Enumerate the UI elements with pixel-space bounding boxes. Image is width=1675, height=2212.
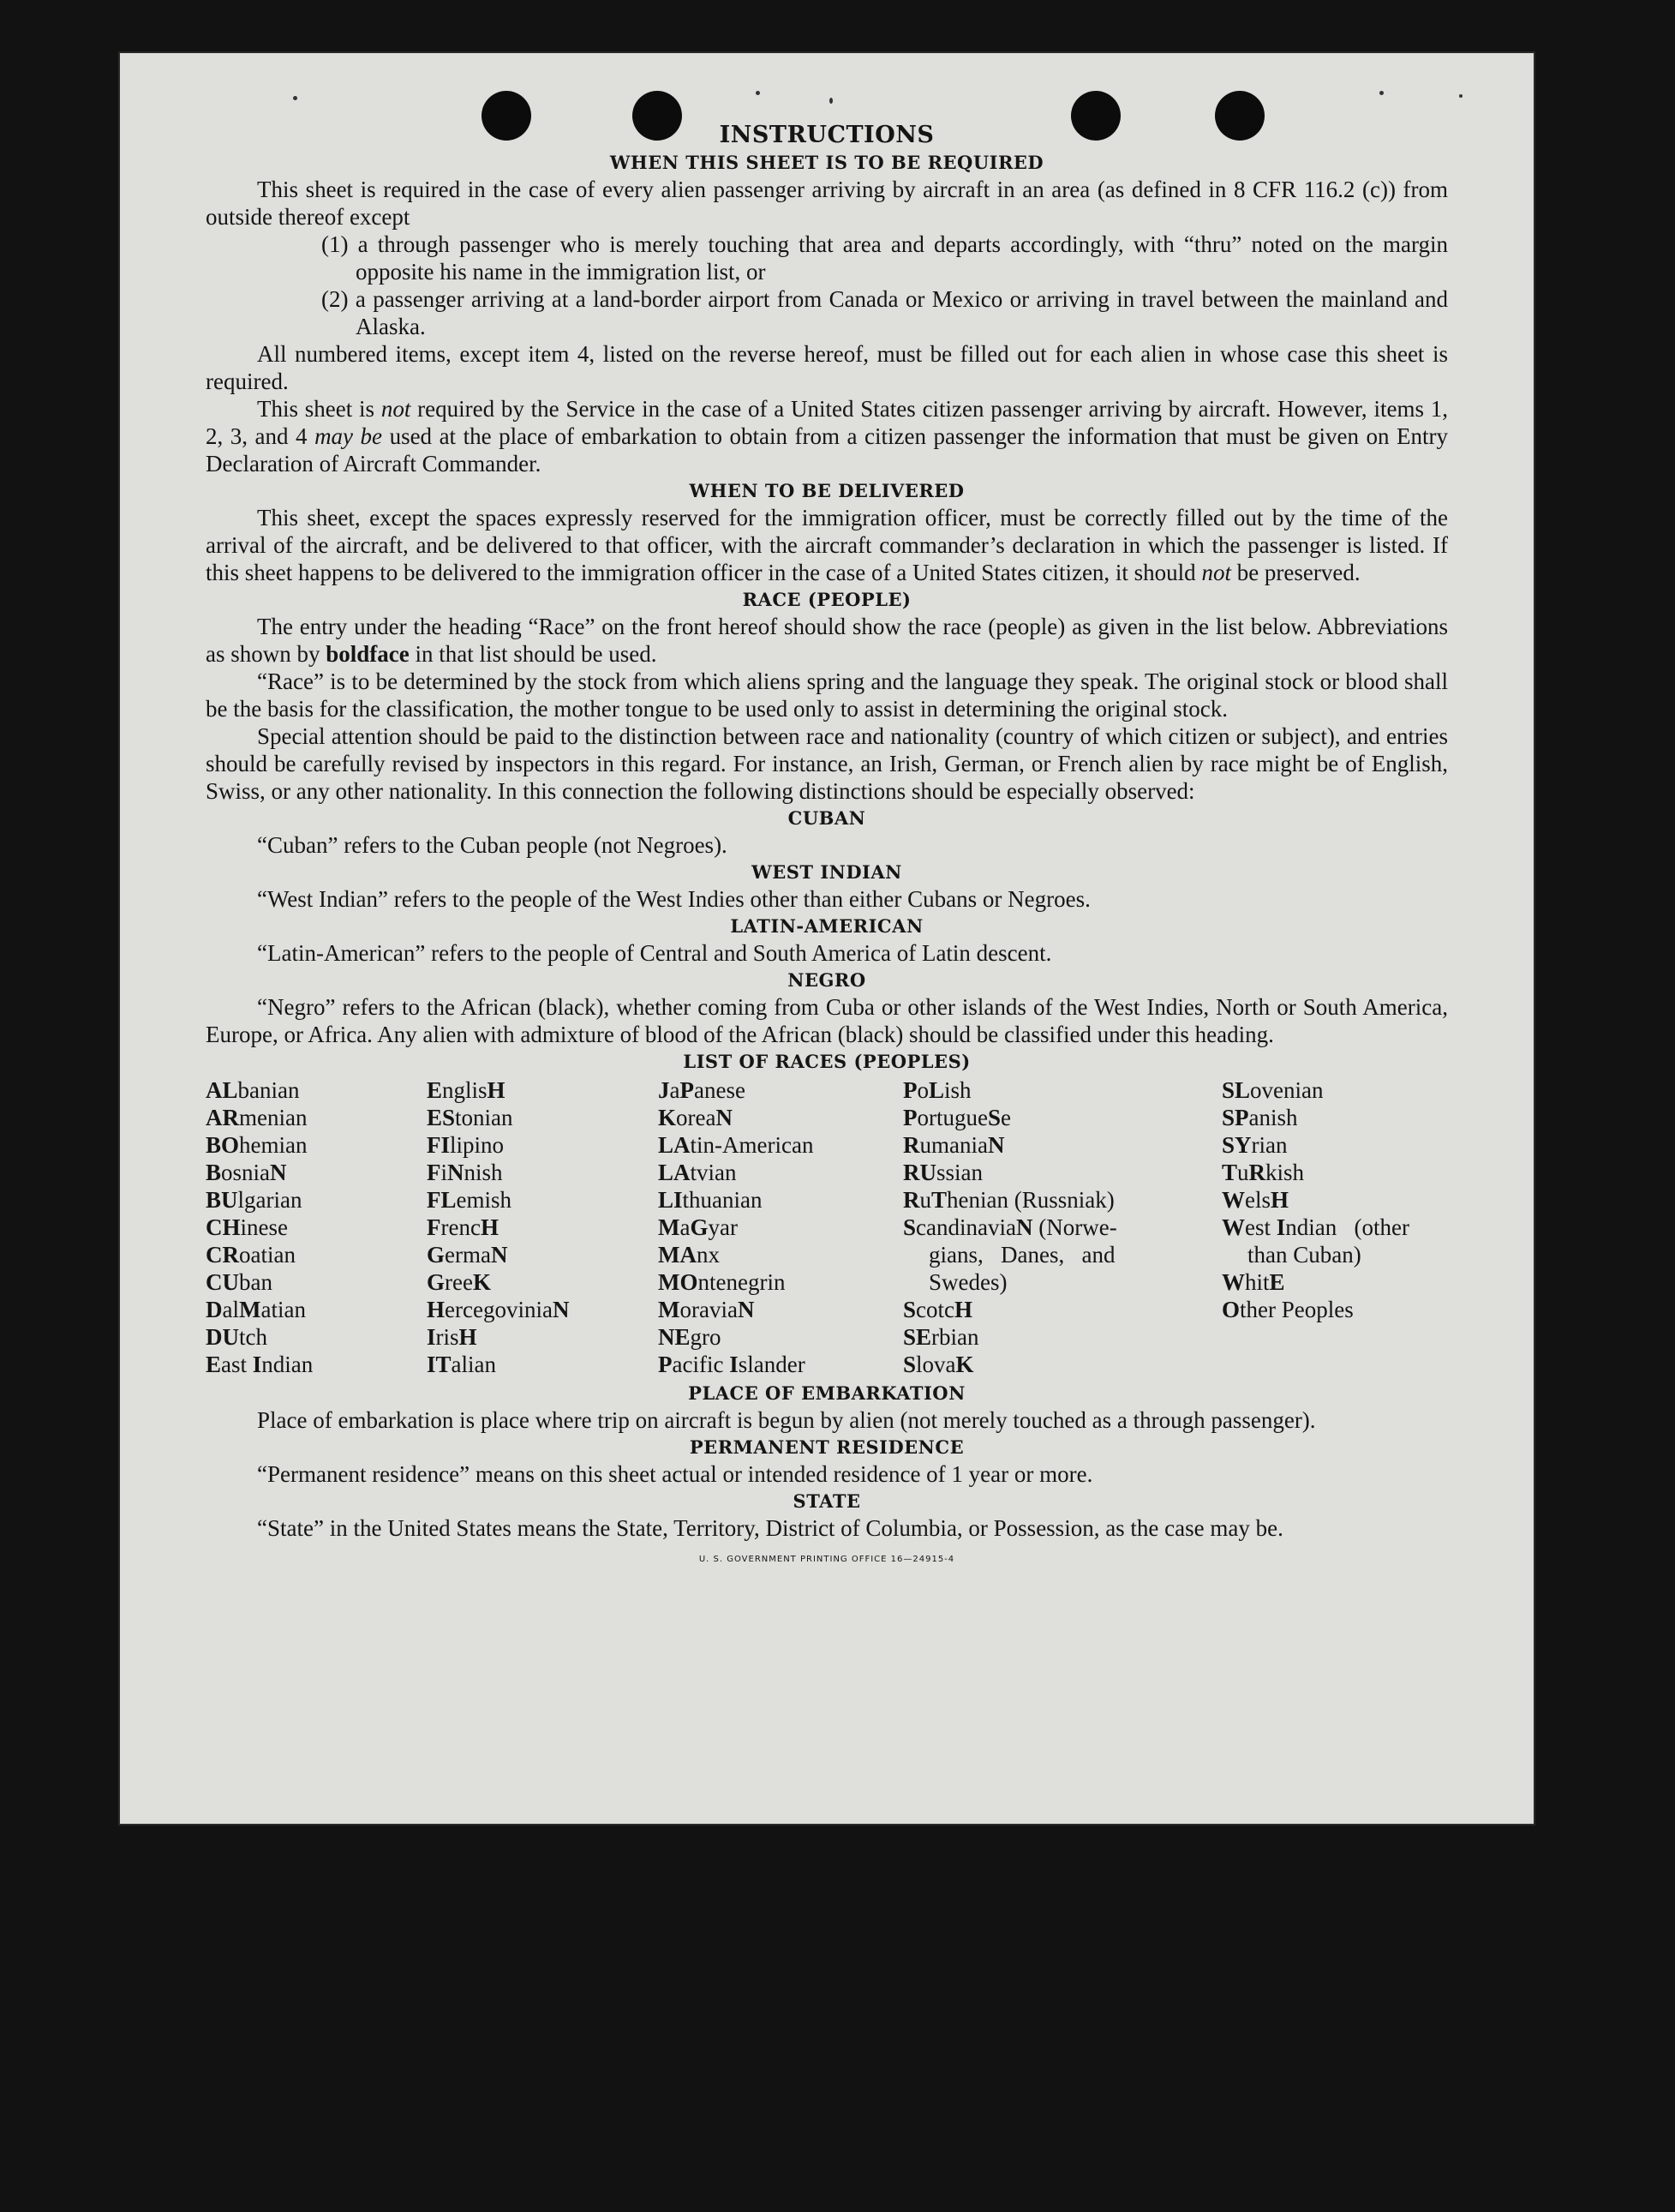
instructions-content bbox=[206, 122, 1448, 1566]
race-entry bbox=[1222, 1214, 1448, 1241]
race-text: ercegovinia bbox=[445, 1297, 553, 1322]
race-entry bbox=[658, 1159, 903, 1186]
paragraph: “Permanent residence” means on this sheet actual or intended residence of 1 year or more. bbox=[257, 1461, 1093, 1487]
text-run: The entry under the heading “Race” on the front hereof should show the race (people) as given in the list below. Abbreviations as shown by bbox=[206, 614, 1448, 667]
race-entry bbox=[658, 1104, 903, 1131]
race-entry bbox=[427, 1131, 658, 1159]
race-entry bbox=[658, 1214, 903, 1241]
race-abbreviation: H bbox=[480, 1214, 499, 1240]
section-title: WHEN THIS SHEET IS TO BE REQUIRED bbox=[609, 152, 1044, 173]
race-abbreviation: D bbox=[206, 1297, 223, 1322]
race-abbreviation: I bbox=[1276, 1214, 1286, 1240]
race-abbreviation: P bbox=[903, 1105, 918, 1130]
race-abbreviation: S bbox=[903, 1214, 917, 1240]
race-text: inese bbox=[240, 1214, 288, 1240]
race-abbreviation: N bbox=[447, 1160, 464, 1185]
race-entry bbox=[1222, 1076, 1448, 1104]
race-text: lipino bbox=[450, 1132, 505, 1158]
race-text: orea bbox=[676, 1105, 716, 1130]
race-text: anese bbox=[693, 1077, 745, 1103]
race-entry bbox=[1222, 1268, 1448, 1296]
race-text: thuanian bbox=[682, 1187, 763, 1213]
list-item: (2) a passenger arriving at a land-border airport from Canada or Mexico or arriving in travel between the mainland and Alaska. bbox=[321, 286, 1448, 339]
race-text: tonian bbox=[455, 1105, 513, 1130]
race-text: tch bbox=[239, 1324, 267, 1350]
race-abbreviation: R bbox=[1248, 1160, 1266, 1185]
race-abbreviation: P bbox=[679, 1077, 694, 1103]
race-text: ris bbox=[435, 1324, 459, 1350]
race-text: ortugue bbox=[917, 1105, 988, 1130]
race-abbreviation: F bbox=[427, 1160, 441, 1185]
race-abbreviation: B bbox=[206, 1160, 222, 1185]
race-abbreviation: K bbox=[472, 1269, 491, 1295]
race-text: osnia bbox=[221, 1160, 271, 1185]
race-abbreviation: S bbox=[903, 1352, 917, 1377]
section-title: PLACE OF EMBARKATION bbox=[688, 1382, 966, 1404]
race-entry bbox=[658, 1186, 903, 1214]
race-text: nx bbox=[696, 1242, 720, 1268]
race-text: ntenegrin bbox=[697, 1269, 786, 1295]
paragraph: Special attention should be paid to the distinction between race and nationality (country of which citizen or subject), and entries should be carefully revised by inspectors in this regard. For instance, an Irish, German, or French alien by race might be of English, Swiss, or any other nationality. In this connection the following distinctions should be especially observed: bbox=[206, 723, 1448, 804]
race-abbreviation: G bbox=[427, 1269, 446, 1295]
race-text: henian (Russniak) bbox=[947, 1187, 1115, 1213]
race-abbreviation: W bbox=[1222, 1214, 1245, 1240]
paragraph: “Negro” refers to the African (black), whether coming from Cuba or other islands of the West Indies, North or South America, Europe, or Africa. Any alien with admixture of blood of the African (black) should be classified under this heading. bbox=[206, 994, 1448, 1047]
paragraph: “State” in the United States means the State, Territory, District of Columbia, or Possession, as the case may be. bbox=[257, 1515, 1283, 1541]
race-text: yar bbox=[708, 1214, 738, 1240]
race-text: alian bbox=[451, 1352, 497, 1377]
text-run: in that list should be used. bbox=[409, 641, 657, 667]
section-title: PERMANENT RESIDENCE bbox=[689, 1436, 965, 1458]
page-title: INSTRUCTIONS bbox=[719, 122, 935, 148]
race-entry bbox=[658, 1268, 903, 1296]
race-entry bbox=[427, 1076, 658, 1104]
race-text: candinavia bbox=[916, 1214, 1016, 1240]
document-page bbox=[120, 53, 1534, 1824]
race-text: atian bbox=[260, 1297, 306, 1322]
race-abbreviation: FL bbox=[427, 1187, 457, 1213]
race-abbreviation: BU bbox=[206, 1187, 238, 1213]
race-abbreviation: K bbox=[658, 1105, 677, 1130]
race-abbreviation: MA bbox=[658, 1242, 697, 1268]
race-entry bbox=[903, 1268, 1222, 1296]
race-entry bbox=[903, 1104, 1222, 1131]
race-abbreviation: E bbox=[206, 1352, 222, 1377]
race-abbreviation: ES bbox=[427, 1105, 456, 1130]
race-entry bbox=[206, 1296, 427, 1323]
race-entry bbox=[903, 1186, 1222, 1214]
race-entry bbox=[658, 1351, 903, 1378]
race-abbreviation: NE bbox=[658, 1324, 691, 1350]
paragraph: Place of embarkation is place where trip on aircraft is begun by alien (not merely touched as a through passenger). bbox=[257, 1407, 1316, 1433]
race-entry bbox=[1222, 1104, 1448, 1131]
race-abbreviation: RU bbox=[903, 1160, 936, 1185]
race-entry bbox=[658, 1296, 903, 1323]
speck bbox=[1379, 91, 1384, 95]
race-abbreviation: K bbox=[955, 1352, 974, 1377]
race-abbreviation: IT bbox=[427, 1352, 452, 1377]
race-entry bbox=[1222, 1241, 1448, 1268]
race-entry bbox=[206, 1214, 427, 1241]
paragraph: This sheet is required in the case of every alien passenger arriving by aircraft in an area (as defined in 8 CFR 116.2 (c)) from outside thereof except bbox=[206, 177, 1448, 230]
race-abbreviation: P bbox=[658, 1352, 673, 1377]
race-abbreviation: E bbox=[427, 1077, 443, 1103]
text-run: used at the place of embarkation to obtain from a citizen passenger the information that must be given on Entry Declaration of Aircraft Commander. bbox=[206, 423, 1449, 477]
race-abbreviation: H bbox=[1271, 1187, 1289, 1213]
race-entry bbox=[1222, 1186, 1448, 1214]
race-abbreviation: G bbox=[690, 1214, 709, 1240]
race-text: u bbox=[1237, 1160, 1249, 1185]
race-text: els bbox=[1245, 1187, 1271, 1213]
race-text: est bbox=[1245, 1214, 1277, 1240]
race-text: e bbox=[1001, 1105, 1011, 1130]
race-abbreviation: N bbox=[1015, 1214, 1033, 1240]
race-text: rian bbox=[1251, 1132, 1288, 1158]
section-title: CUBAN bbox=[787, 807, 866, 829]
race-text: ban bbox=[239, 1269, 272, 1295]
race-abbreviation: H bbox=[458, 1324, 477, 1350]
race-abbreviation: AL bbox=[206, 1077, 238, 1103]
race-abbreviation: T bbox=[1222, 1160, 1238, 1185]
race-entry bbox=[427, 1104, 658, 1131]
race-text: ssian bbox=[936, 1160, 983, 1185]
race-abbreviation: I bbox=[729, 1352, 739, 1377]
race-column bbox=[206, 1076, 427, 1378]
race-text: tvian bbox=[690, 1160, 737, 1185]
race-entry bbox=[206, 1323, 427, 1351]
race-entry bbox=[206, 1159, 427, 1186]
race-text: gro bbox=[690, 1324, 721, 1350]
race-column bbox=[427, 1076, 658, 1378]
italic-text: may be bbox=[314, 423, 383, 449]
race-abbreviation: DU bbox=[206, 1324, 239, 1350]
race-abbreviation: SY bbox=[1222, 1132, 1252, 1158]
race-abbreviation: CR bbox=[206, 1242, 239, 1268]
race-text: ovenian bbox=[1250, 1077, 1324, 1103]
race-entry bbox=[427, 1214, 658, 1241]
race-abbreviation: T bbox=[931, 1187, 948, 1213]
race-text: renc bbox=[440, 1214, 481, 1240]
race-abbreviation: SP bbox=[1222, 1105, 1249, 1130]
race-abbreviation: F bbox=[427, 1214, 441, 1240]
race-text: ast bbox=[221, 1352, 253, 1377]
race-abbreviation: R bbox=[903, 1187, 920, 1213]
race-entry bbox=[903, 1131, 1222, 1159]
race-column bbox=[658, 1076, 903, 1378]
italic-text: not bbox=[1201, 560, 1231, 585]
paragraph: “Latin-American” refers to the people of Central and South America of Latin descent. bbox=[257, 940, 1052, 966]
race-abbreviation: CU bbox=[206, 1269, 239, 1295]
race-abbreviation: FI bbox=[427, 1132, 450, 1158]
race-abbreviation: SL bbox=[1222, 1077, 1251, 1103]
race-abbreviation: M bbox=[239, 1297, 261, 1322]
race-text: ndian bbox=[261, 1352, 314, 1377]
race-text: than Cuban) bbox=[1247, 1242, 1361, 1268]
race-entry bbox=[658, 1241, 903, 1268]
paragraph bbox=[206, 504, 1448, 586]
race-text: (Norwe- bbox=[1032, 1214, 1117, 1240]
race-text: a bbox=[679, 1214, 691, 1240]
race-text: rbian bbox=[931, 1324, 979, 1350]
race-entry bbox=[1222, 1159, 1448, 1186]
race-entry bbox=[1222, 1131, 1448, 1159]
race-text: anish bbox=[1248, 1105, 1298, 1130]
race-abbreviation: N bbox=[987, 1132, 1005, 1158]
race-abbreviation: P bbox=[903, 1077, 918, 1103]
race-abbreviation: AR bbox=[206, 1105, 239, 1130]
race-entry bbox=[206, 1268, 427, 1296]
paragraph bbox=[206, 613, 1448, 668]
race-text: oravia bbox=[679, 1297, 738, 1322]
paragraph: “Cuban” refers to the Cuban people (not Negroes). bbox=[257, 832, 727, 858]
paragraph: “Race” is to be determined by the stock from which aliens spring and the language they speak. The original stock or blood shall be the basis for the classification, the mother tongue to be used only to assist in determining the original stock. bbox=[206, 668, 1448, 722]
race-entry bbox=[206, 1241, 427, 1268]
race-abbreviation: H bbox=[954, 1297, 973, 1322]
section-title: NEGRO bbox=[787, 969, 866, 991]
race-text: cotc bbox=[916, 1297, 955, 1322]
race-abbreviation: H bbox=[427, 1297, 446, 1322]
text-run: This sheet, except the spaces expressly reserved for the immigration officer, must be correctly filled out by the time of the arrival of the aircraft, and be delivered to that officer, with the aircraft commander’s declaration in which the passenger is listed. If this sheet happens to be delivered to the immigration officer in the case of a United States citizen, it should bbox=[206, 505, 1448, 585]
race-abbreviation: LA bbox=[658, 1132, 691, 1158]
race-text: tin-American bbox=[690, 1132, 814, 1158]
race-abbreviation: MO bbox=[658, 1269, 698, 1295]
race-abbreviation: S bbox=[903, 1297, 917, 1322]
race-entry bbox=[1222, 1296, 1448, 1323]
race-entry bbox=[427, 1268, 658, 1296]
race-text: hemian bbox=[239, 1132, 308, 1158]
race-abbreviation: I bbox=[252, 1352, 262, 1377]
race-abbreviation: N bbox=[270, 1160, 287, 1185]
race-entry bbox=[903, 1351, 1222, 1378]
race-entry bbox=[427, 1241, 658, 1268]
race-abbreviation: W bbox=[1222, 1187, 1245, 1213]
race-entry bbox=[658, 1131, 903, 1159]
race-abbreviation: N bbox=[552, 1297, 570, 1322]
race-text: umania bbox=[919, 1132, 988, 1158]
race-entry bbox=[903, 1296, 1222, 1323]
paragraph: All numbered items, except item 4, listed on the reverse hereof, must be filled out for each alien in whose case this sheet is required. bbox=[206, 341, 1448, 394]
race-abbreviation: N bbox=[490, 1242, 508, 1268]
section-title: WHEN TO BE DELIVERED bbox=[689, 480, 965, 501]
text-run: required by the Service in the case of a United States citizen passenger arriving by aircraft. However, items 1, 2, 3, and 4 bbox=[206, 396, 1448, 449]
race-abbreviation: M bbox=[658, 1297, 680, 1322]
race-text: banian bbox=[237, 1077, 300, 1103]
race-column bbox=[903, 1076, 1222, 1378]
race-abbreviation: S bbox=[987, 1105, 1002, 1130]
race-entry bbox=[427, 1186, 658, 1214]
race-text: ish bbox=[944, 1077, 972, 1103]
race-text: lova bbox=[916, 1352, 956, 1377]
race-abbreviation: O bbox=[1222, 1297, 1241, 1322]
section-title: LATIN-AMERICAN bbox=[730, 915, 924, 937]
race-abbreviation: M bbox=[658, 1214, 680, 1240]
race-entry bbox=[427, 1296, 658, 1323]
speck bbox=[293, 96, 297, 100]
race-text: al bbox=[222, 1297, 239, 1322]
race-text: emish bbox=[456, 1187, 512, 1213]
race-text: i bbox=[440, 1160, 448, 1185]
section-title: WEST INDIAN bbox=[751, 861, 902, 883]
race-abbreviation: SE bbox=[903, 1324, 932, 1350]
speck bbox=[1459, 94, 1463, 98]
race-entry bbox=[206, 1076, 427, 1104]
race-text: lgarian bbox=[237, 1187, 302, 1213]
race-text: ndian (other bbox=[1285, 1214, 1409, 1240]
section-title: STATE bbox=[793, 1490, 861, 1512]
race-text: slander bbox=[738, 1352, 805, 1377]
race-abbreviation: I bbox=[427, 1324, 436, 1350]
race-entry bbox=[206, 1351, 427, 1378]
race-text: hit bbox=[1245, 1269, 1270, 1295]
race-text: kish bbox=[1265, 1160, 1305, 1185]
race-entry bbox=[427, 1323, 658, 1351]
race-entry bbox=[903, 1241, 1222, 1268]
race-text: u bbox=[919, 1187, 931, 1213]
race-entry bbox=[427, 1351, 658, 1378]
race-entry bbox=[658, 1323, 903, 1351]
race-abbreviation: H bbox=[487, 1077, 505, 1103]
race-text: acific bbox=[672, 1352, 730, 1377]
race-entry bbox=[206, 1186, 427, 1214]
race-text: nish bbox=[464, 1160, 503, 1185]
race-text: gians, Danes, and bbox=[929, 1242, 1116, 1268]
race-text: a bbox=[669, 1077, 680, 1103]
race-text: Swedes) bbox=[929, 1269, 1008, 1295]
race-text: nglis bbox=[442, 1077, 488, 1103]
text-run: be preserved. bbox=[1230, 560, 1361, 585]
race-column bbox=[1222, 1076, 1448, 1378]
race-abbreviation: CH bbox=[206, 1214, 241, 1240]
race-abbreviation: W bbox=[1222, 1269, 1245, 1295]
race-abbreviation: G bbox=[427, 1242, 446, 1268]
race-text: oatian bbox=[239, 1242, 296, 1268]
race-text: ree bbox=[445, 1269, 473, 1295]
list-item: (1) a through passenger who is merely touching that area and departs accordingly, with “thru” noted on the margin opposite his name in the immigration list, or bbox=[321, 231, 1448, 285]
race-abbreviation: E bbox=[1269, 1269, 1285, 1295]
race-abbreviation: LI bbox=[658, 1187, 683, 1213]
race-entry bbox=[903, 1159, 1222, 1186]
section-title: LIST OF RACES (PEOPLES) bbox=[683, 1051, 971, 1072]
race-entry bbox=[427, 1159, 658, 1186]
bold-text: boldface bbox=[326, 641, 410, 667]
section-title: RACE (PEOPLE) bbox=[742, 589, 912, 610]
speck bbox=[756, 91, 760, 95]
race-abbreviation: BO bbox=[206, 1132, 240, 1158]
race-text: ther Peoples bbox=[1240, 1297, 1354, 1322]
text-run: This sheet is bbox=[257, 396, 381, 422]
race-text: erma bbox=[445, 1242, 491, 1268]
race-list bbox=[206, 1076, 1448, 1378]
race-entry bbox=[903, 1076, 1222, 1104]
printer-imprint: U. S. GOVERNMENT PRINTING OFFICE 16—24915-4 bbox=[698, 1555, 955, 1564]
race-entry bbox=[206, 1131, 427, 1159]
race-abbreviation: LA bbox=[658, 1160, 691, 1185]
paragraph bbox=[206, 395, 1448, 477]
race-abbreviation: J bbox=[658, 1077, 670, 1103]
race-entry bbox=[206, 1104, 427, 1131]
race-text: o bbox=[917, 1077, 929, 1103]
italic-text: not bbox=[380, 396, 411, 422]
race-text: menian bbox=[239, 1105, 308, 1130]
speck bbox=[829, 98, 833, 104]
race-entry bbox=[903, 1214, 1222, 1241]
race-abbreviation: N bbox=[715, 1105, 733, 1130]
race-entry bbox=[658, 1076, 903, 1104]
race-abbreviation: L bbox=[929, 1077, 945, 1103]
paragraph: “West Indian” refers to the people of the West Indies other than either Cubans or Negroes. bbox=[257, 886, 1091, 912]
race-entry bbox=[903, 1323, 1222, 1351]
race-abbreviation: R bbox=[903, 1132, 920, 1158]
race-abbreviation: N bbox=[737, 1297, 755, 1322]
